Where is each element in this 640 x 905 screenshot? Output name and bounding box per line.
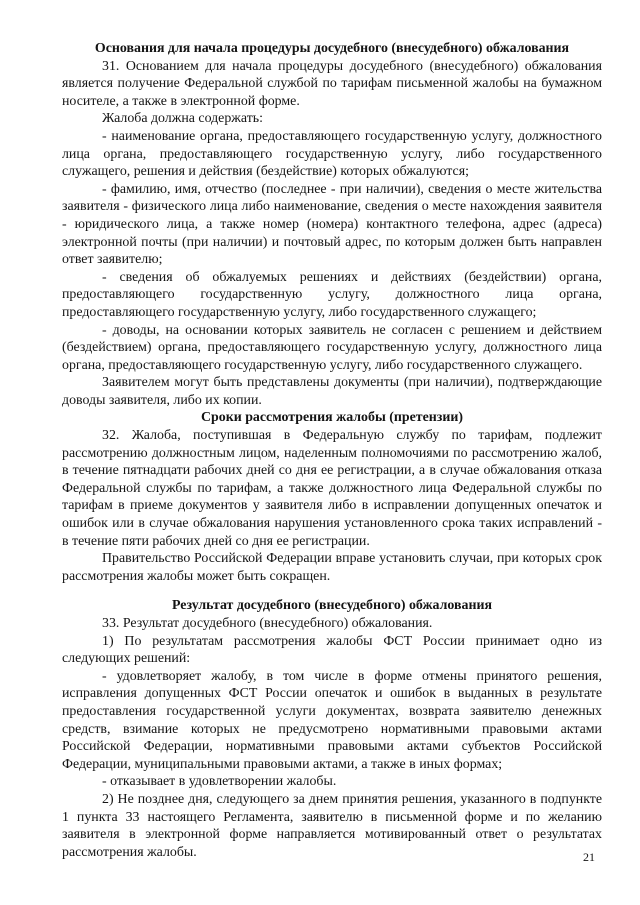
section-heading-result: Результат досудебного (внесудебного) обжалования: [172, 598, 492, 614]
documents-paragraph: Заявителем могут быть представлены документы (при наличии), подтверждающие доводы заявителя, либо их копии.: [62, 375, 602, 408]
page-number: 21: [583, 850, 595, 864]
paragraph-33: 33. Результат досудебного (внесудебного) обжалования.: [102, 616, 433, 631]
paragraph-32: 32. Жалоба, поступившая в Федеральную службу по тарифам, подлежит рассмотрению должностным лицом, наделенным полномочиями по рассмотрению жалоб, в течение пятнадцати рабочих дней со дня ее регистрации, а в случае обжалования отказа Федеральной службы по тарифам, а также должностного лица Федеральной службы по тарифам в приеме документов у заявителя либо в исправлении допущенных опечаток и ошибок или в случае обжалования нарушения установленного срока таких исправлений - в течение пяти рабочих дней со дня ее регистрации.: [62, 428, 602, 549]
list-item-arguments: - доводы, на основании которых заявитель не согласен с решением и действием (бездействием) органа, предоставляющего государственную услугу, должностного лица органа, предоставляющего государственную услугу, либо государственного служащего.: [62, 322, 602, 373]
document-page: [62, 40, 602, 861]
paragraph-33-2: 2) Не позднее дня, следующего за днем принятия решения, указанного в подпункте 1 пункта 33 настоящего Регламента, заявителю в письменной форме и по желанию заявителя в электронной форме направляется мотивированный ответ о результатах рассмотрения жалобы.: [62, 791, 602, 860]
section-heading-grounds: Основания для начала процедуры досудебного (внесудебного) обжалования: [94, 41, 570, 56]
section-heading-terms: Сроки рассмотрения жалобы (претензии): [201, 410, 463, 426]
list-item-authority-name: - наименование органа, предоставляющего государственную услугу, должностного лица органа, предоставляющего государственную услугу, либо государственного служащего, решения и действия (бездействие) которых обжалуются;: [62, 128, 602, 180]
government-paragraph: Правительство Российской Федерации вправе установить случаи, при которых срок рассмотрения жалобы может быть сокращен.: [62, 551, 602, 584]
decision-satisfy: - удовлетворяет жалобу, в том числе в форме отмены принятого решения, исправления допущенных ФСТ России опечаток и ошибок в выданных в результате предоставления государственной услуги документах, возврата заявителю денежных средств, взимание которых не предусмотрено нормативными правовыми актами Российской Федерации, нормативными правовыми актами субъектов Российской Федерации, муниципальными правовыми актами, а также в иных формах;: [62, 668, 602, 772]
paragraph-33-1: 1) По результатам рассмотрения жалобы ФСТ России принимает одно из следующих решений:: [62, 633, 602, 667]
complaint-must-contain: Жалоба должна содержать:: [102, 111, 263, 127]
section-spacer: [62, 585, 602, 597]
list-item-applicant-details: - фамилию, имя, отчество (последнее - при наличии), сведения о месте жительства заявителя - физического лица либо наименование, сведения о месте нахождения заявителя - юридического лица, а также номер (номера) контактного телефона, адрес (адреса) электронной почты (при наличии) и почтовый адрес, по которым должен быть направлен ответ заявителю;: [62, 181, 602, 268]
list-item-appealed-decisions: - сведения об обжалуемых решениях и действиях (бездействии) органа, предоставляющего государственную услугу, должностного лица органа, предоставляющего государственную услугу, либо государственного служащего;: [62, 269, 602, 320]
decision-refuse: - отказывает в удовлетворении жалобы.: [102, 774, 337, 790]
paragraph-31: 31. Основанием для начала процедуры досудебного (внесудебного) обжалования является получение Федеральной службой по тарифам письменной жалобы на бумажном носителе, а также в электронной форме.: [62, 58, 602, 109]
